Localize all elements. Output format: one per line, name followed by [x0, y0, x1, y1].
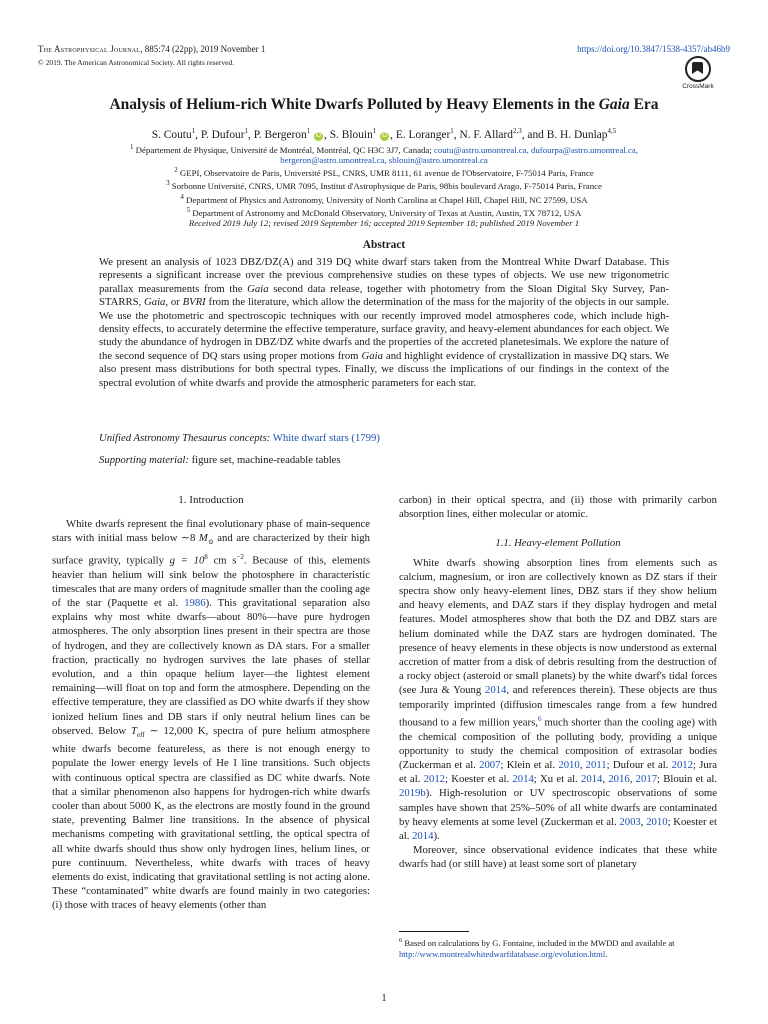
citation-link[interactable]: 2017	[635, 773, 658, 786]
affiliation-1: $^1$ Département de Physique, Université de Montréal, Montréal, QC H3C 3J7, Canada; coutu@astro.umontreal.ca, dufourpa@astro.umontreal.ca,	[129, 143, 639, 155]
right-column	[399, 493, 717, 872]
author: S. Blouin	[329, 128, 373, 141]
author: P. Dufour	[200, 128, 245, 141]
author: S. Coutu	[151, 128, 192, 141]
abstract-text: We present an analysis of 1023 DBZ/DZ(A) and 319 DQ white dwarf stars taken from the Montreal White Dwarf Database. This represents a significant increase over the previous comprehensive studies on these types of objects. We use new trigonometric parallax measurements from the Gaia second data release, together with photometry from the Sloan Digital Sky Survey, Pan-STARRS, Gaia, or BVRI from the literature, which allow the determination of the mass for the majority of the objects in our sample. We use the photometric and spectroscopic techniques with our recently improved model atmospheres code, which include high-density effects, to accurately determine the effective temperature, surface gravity, and heavy-element abundances for each object. We study the abundance of hydrogen in DBZ/DZ white dwarfs and the properties of the accreted planetesimals. We explore the nature of the second sequence of DQ stars using proper motions from Gaia and highlight evidence of crystallization in massive DQ stars. We also present mass distributions for both spectral types. Finally, we discuss the implications of our findings in the context of the spectral evolution of white dwarfs and provide the atmospheric parameters for each star.	[99, 256, 670, 389]
orcid-icon[interactable]: iD	[381, 132, 388, 139]
planetary-paragraph: Moreover, since observational evidence indicates that these white dwarfs had (or still have) at least some sort of planetary	[399, 844, 717, 871]
citation-link[interactable]: 2007	[479, 759, 501, 772]
doi-link[interactable]: https://doi.org/10.3847/1538-4357/ab46b9	[577, 44, 730, 54]
left-column	[52, 493, 370, 913]
author: B. H. Dunlap	[546, 128, 608, 141]
citation-link[interactable]: 2016	[608, 773, 630, 786]
uat-link[interactable]: White dwarf stars (1799)	[272, 432, 380, 444]
citation-link[interactable]: 2014	[412, 830, 434, 843]
citation-link[interactable]: 2012	[671, 759, 693, 772]
pollution-paragraph: White dwarfs showing absorption lines from elements such as calcium, magnesium, or iron are collectively known as DZ stars if their spectra show only heavy-element lines, DBZ stars if they show helium and heavy elements, and DAZ stars if they display hydrogen and metal features. Model atmospheres show that both the DZ and DBZ stars are helium dominated while the DAZ stars are hydrogen dominated. The presence of heavy elements in these objects is now understood as external accretion of matter from a disk of debris resulting from the destruction of a rocky object (asteroid or small planets) by the white dwarf's tidal forces (see Jura & Young 2014, and references therein). These objects are thus temporarily imprinted (diffusion timescales range from a few hundred thousand to a few million years,$^6$ much shorter than the cooling age) with the chemical composition of the polluting body, providing a unique opportunity to study the chemical composition of extrasolar bodies (Zuckerman et al. 2007; Klein et al. 2010, 2011; Dufour et al. 2012; Jura et al. 2012; Koester et al. 2014; Xu et al. 2014, 2016, 2017; Blouin et al. 2019b). High-resolution or UV spectroscopic observations of some samples have shown that 25%–50% of all white dwarfs are contaminated by heavy elements at some level (Zuckerman et al. 2003, 2010; Koester et al. 2014).	[399, 556, 718, 843]
citation-link[interactable]: 2014	[581, 773, 603, 786]
affiliations	[30, 142, 738, 228]
citation-link[interactable]: 2011	[585, 759, 607, 772]
supporting-material: Supporting material: figure set, machine-readable tables	[99, 454, 341, 466]
orcid-icon[interactable]: iD	[315, 132, 322, 139]
citation-link[interactable]: 2014	[512, 773, 534, 786]
author-list: S. Coutu$^1$, P. Dufour$^1$, P. Bergeron$^1$ iD , S. Blouin$^1$ iD , E. Loranger$^1$, N. F. Allard$^{2,3}$, and B. H. Dunlap$^{4,5}$	[151, 127, 617, 141]
footnote-rule	[399, 931, 469, 932]
crossmark-icon	[685, 56, 711, 82]
email-link[interactable]: coutu@astro.umontreal.ca, dufourpa@astro.umontreal.ca,	[433, 144, 639, 155]
affiliation-4: $^4$ Department of Physics and Astronomy, University of North Carolina at Chapel Hill, Chapel Hill, NC 27599, USA	[180, 192, 588, 205]
subsection-heading: 1.1. Heavy-element Pollution	[495, 537, 621, 550]
paper-title: Analysis of Helium-rich White Dwarfs Polluted by Heavy Elements in the Gaia Era	[109, 96, 659, 113]
author: E. Loranger	[395, 128, 451, 141]
affiliation-5: $^5$ Department of Astronomy and McDonald Observatory, University of Texas at Austin, Austin, TX 78712, USA	[186, 205, 582, 218]
citation-link[interactable]: 1986	[184, 596, 206, 609]
citation-link[interactable]: 2010	[558, 759, 580, 772]
citation-link[interactable]: 2010	[646, 815, 668, 828]
publication-dates: Received 2019 July 12; revised 2019 September 16; accepted 2019 September 18; published 2019 November 1	[188, 217, 580, 228]
author: N. F. Allard	[459, 128, 513, 141]
footnote: $^6$ Based on calculations by G. Fontaine, included in the MWDD and available at http://www.montrealwhitedwarfdatabase.org/evolution.html.	[399, 937, 675, 959]
citation-link[interactable]: 2014	[484, 684, 507, 697]
footnote-url[interactable]: http://www.montrealwhitedwarfdatabase.org/evolution.html	[399, 948, 606, 959]
abstract-heading: Abstract	[362, 239, 406, 251]
uat-concepts: Unified Astronomy Thesaurus concepts: White dwarf stars (1799)	[99, 432, 380, 444]
email-link[interactable]: bergeron@astro.umontreal.ca, sblouin@astro.umontreal.ca	[280, 155, 488, 166]
running-header	[38, 44, 265, 54]
footnote-marker[interactable]: 6	[537, 714, 542, 723]
citation-link[interactable]: 2012	[423, 773, 446, 786]
crossmark-label: CrossMark	[682, 83, 714, 90]
journal-name: The Astrophysical Journal	[38, 44, 141, 54]
citation-link[interactable]: 2003	[619, 815, 641, 828]
page-number: 1	[381, 993, 387, 1004]
affiliation-2: $^2$ GEPI, Observatoire de Paris, Université PSL, CNRS, UMR 8111, 61 avenue de l'Observatoire, F-75014 Paris, France	[174, 166, 594, 179]
crossmark-badge[interactable]	[680, 56, 716, 90]
affiliation-3: $^3$ Sorbonne Université, CNRS, UMR 7095, Institut d'Astrophysique de Paris, 98bis boulevard Arago, F-75014 Paris, France	[166, 179, 602, 192]
continued-paragraph: carbon) in their optical spectra, and (ii) those with primarily carbon absorption lines, either molecular or atomic.	[399, 494, 717, 521]
author: P. Bergeron	[253, 128, 307, 141]
intro-paragraph: White dwarfs represent the final evolutionary phase of main-sequence stars with initial mass below ∼8 $M_⊙$ and are characterized by their high surface gravity, typically $g = 10^8$ cm $s^{-2}$. Because of this, elements heavier than helium will sink below the photosphere in characteristic timescales that are many orders of magnitude smaller than the cooling age of the star (Paquette et al. 1986). This gravitational separation also explains why most white dwarfs—about 80%—have pure hydrogen atmospheres. The only absorption lines present in their spectra are those of hydrogen, and they are collectively known as DA stars. For a smaller fraction, practically no hydrogen survives the late phases of stellar evolution, and a thin opaque helium layer—the lightest element remaining—will float on top and form the atmosphere. Depending on the effective temperature, they are classified as DO white dwarfs if they show ionized helium lines and DB stars if only neutral helium lines can be observed. Below $T_{eff}$ ∼ 12,000 K, spectra of pure helium atmosphere white dwarfs become featureless, as there is not enough energy to populate the lower energy levels of He I line transitions. Such objects with continuous optical spectra are classified as DC white dwarfs. Note that a similar phenomenon also happens for hydrogen-rich white dwarfs cooler than about 5000 K, as the electrons are mostly found in the ground state, preventing Balmer line transitions. In the absence of physical mechanisms competing with gravitational settling, the optical spectra of all white dwarfs should thus show only hydrogen lines, helium lines, or pure continuum. Nevertheless, white dwarfs with traces of heavy elements do exist, indicating that gravitational settling is not acting alone. These “contaminated” white dwarfs are found mainly in two categories: (i) those with traces of heavy elements (other than	[52, 518, 371, 912]
section-heading-introduction: 1. Introduction	[178, 494, 244, 506]
citation-link[interactable]: 2019b	[399, 787, 426, 800]
copyright: © 2019. The American Astronomical Society. All rights reserved.	[38, 58, 235, 67]
citation: , 885:74 (22pp), 2019 November 1	[140, 44, 266, 54]
